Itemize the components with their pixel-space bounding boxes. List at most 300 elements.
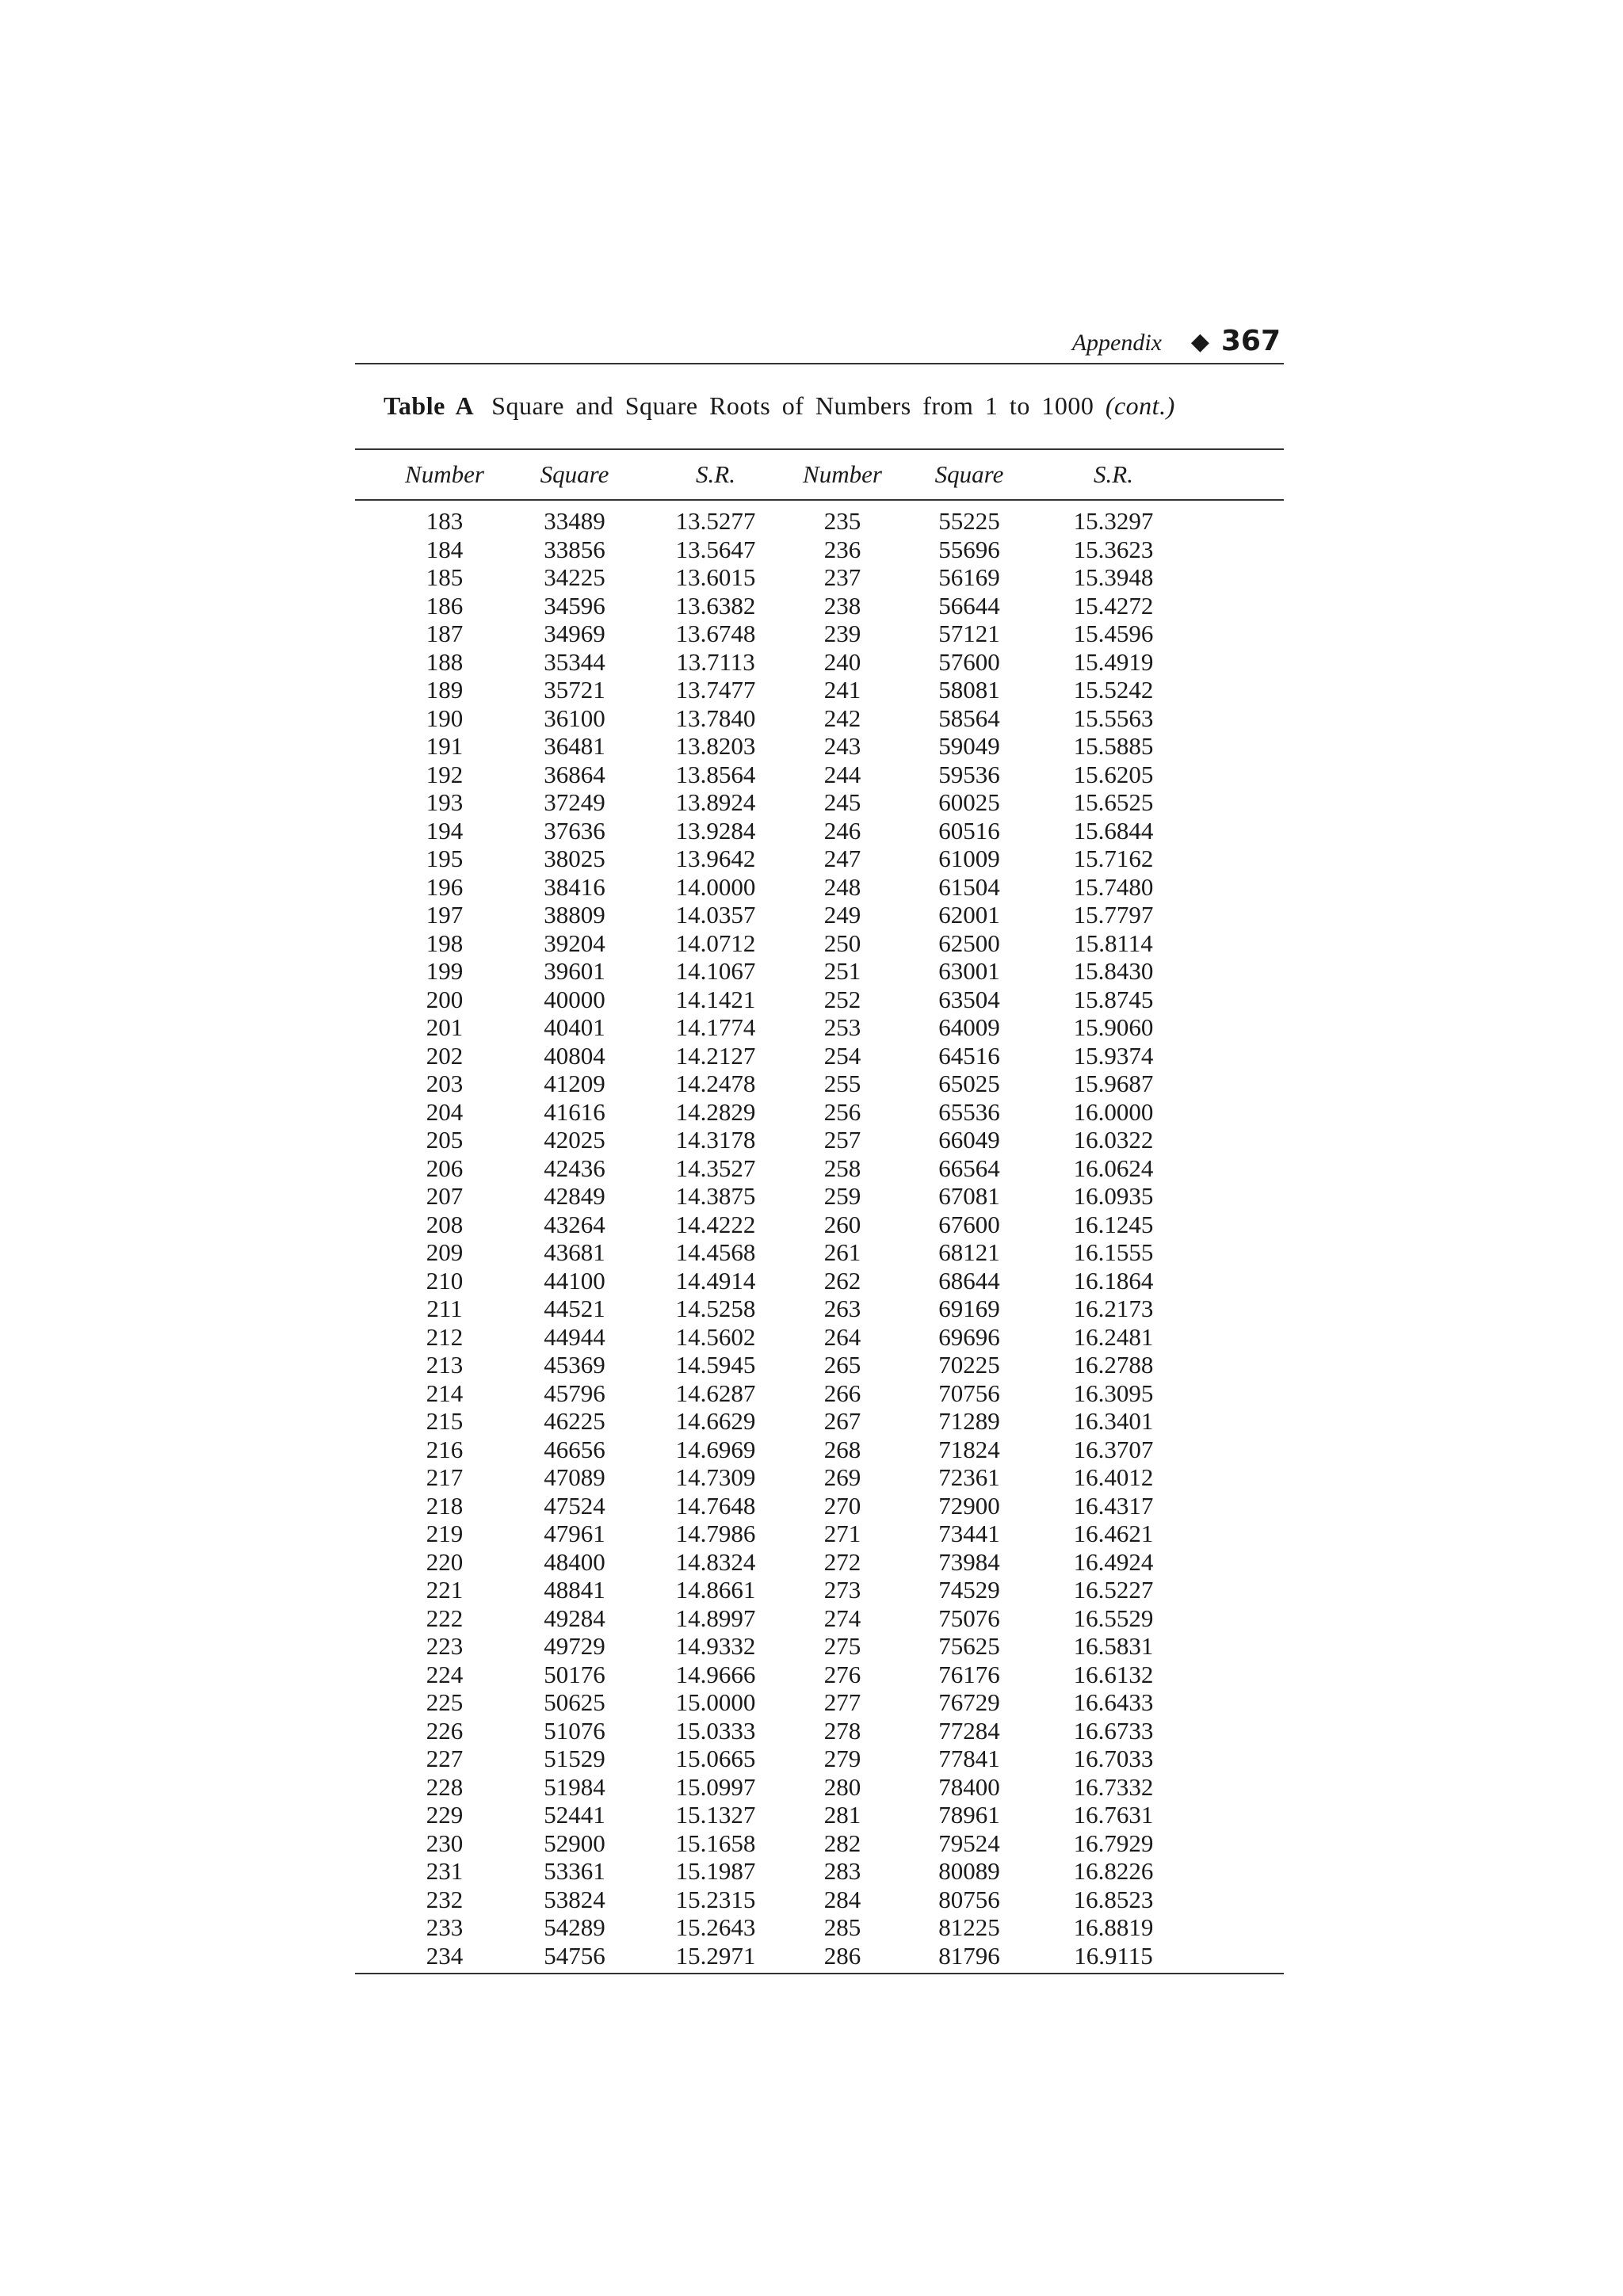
cell-number: 239 — [823, 620, 861, 647]
cell-number: 272 — [823, 1547, 861, 1576]
cell-sr: 14.6287 — [675, 1379, 756, 1407]
cell-sr: 14.3875 — [675, 1182, 756, 1210]
cell-square: 46225 — [544, 1407, 605, 1435]
cell-number: 200 — [426, 985, 464, 1013]
cell-square: 62500 — [938, 929, 1000, 957]
cell-sr: 15.8114 — [1074, 929, 1153, 957]
cell-number: 191 — [426, 732, 464, 760]
cell-square: 40804 — [544, 1041, 605, 1070]
cell-sr: 13.5647 — [675, 535, 756, 563]
cell-square: 50176 — [544, 1660, 605, 1688]
cell-sr: 16.4317 — [1073, 1491, 1154, 1520]
cell-square: 73441 — [938, 1520, 1000, 1547]
cell-sr: 16.8226 — [1073, 1857, 1154, 1885]
table-row — [355, 1182, 1284, 1211]
table-row — [355, 1604, 1284, 1633]
cell-square: 60516 — [938, 816, 1000, 845]
table-row — [355, 1886, 1284, 1914]
cell-number: 281 — [823, 1801, 861, 1829]
cell-square: 66564 — [938, 1154, 1000, 1182]
table-row — [355, 929, 1284, 958]
cell-number: 206 — [426, 1154, 464, 1182]
cell-sr: 15.2643 — [675, 1913, 756, 1941]
cell-number: 226 — [426, 1716, 464, 1745]
cell-number: 248 — [823, 872, 861, 901]
cell-number: 261 — [823, 1238, 861, 1266]
cell-number: 209 — [426, 1238, 464, 1266]
table-row — [355, 1857, 1284, 1886]
cell-square: 67600 — [938, 1210, 1000, 1238]
cell-sr: 14.6629 — [675, 1407, 756, 1435]
cell-number: 236 — [823, 535, 861, 563]
cell-number: 215 — [426, 1407, 464, 1435]
table-row — [355, 788, 1284, 817]
cell-number: 259 — [823, 1182, 861, 1210]
cell-sr: 13.8924 — [675, 788, 756, 816]
cell-square: 68121 — [938, 1238, 1000, 1266]
cell-number: 258 — [823, 1154, 861, 1182]
column-header-number: Number — [405, 460, 484, 488]
table-row — [355, 1013, 1284, 1042]
cell-square: 57121 — [938, 620, 1000, 647]
table-row — [355, 1126, 1284, 1154]
table-row — [355, 1407, 1284, 1436]
cell-square: 48400 — [544, 1547, 605, 1576]
cell-square: 58564 — [938, 704, 1000, 732]
cell-square: 75076 — [938, 1604, 1000, 1632]
cell-sr: 15.7797 — [1073, 901, 1154, 929]
cell-sr: 14.8324 — [675, 1547, 756, 1576]
diamond-icon: ◆ — [1190, 329, 1209, 355]
cell-number: 274 — [823, 1604, 861, 1632]
cell-square: 33856 — [544, 535, 605, 563]
cell-number: 284 — [823, 1885, 861, 1913]
table-row — [355, 1913, 1284, 1942]
cell-sr: 16.7929 — [1073, 1829, 1154, 1857]
cell-number: 197 — [426, 901, 464, 929]
cell-number: 238 — [823, 591, 861, 620]
cell-number: 185 — [426, 563, 464, 591]
table-row — [355, 620, 1284, 648]
cell-sr: 15.8745 — [1073, 985, 1154, 1013]
cell-number: 282 — [823, 1829, 861, 1857]
cell-number: 217 — [426, 1463, 464, 1491]
cell-square: 77841 — [938, 1745, 1000, 1772]
table-row — [355, 1238, 1284, 1267]
cell-number: 202 — [426, 1041, 464, 1070]
cell-square: 42849 — [544, 1182, 605, 1210]
cell-number: 208 — [426, 1210, 464, 1238]
running-head — [355, 317, 1284, 363]
cell-number: 264 — [823, 1322, 861, 1351]
cell-square: 39601 — [544, 957, 605, 985]
cell-number: 207 — [426, 1182, 464, 1210]
cell-square: 38416 — [544, 872, 605, 901]
cell-sr: 15.7480 — [1073, 872, 1154, 901]
cell-sr: 16.1555 — [1073, 1238, 1154, 1266]
cell-number: 219 — [426, 1520, 464, 1547]
cell-sr: 16.3095 — [1073, 1379, 1154, 1407]
table-label: Table A — [384, 391, 475, 420]
cell-sr: 15.2315 — [675, 1885, 756, 1913]
cell-sr: 15.4272 — [1073, 591, 1154, 620]
cell-sr: 16.0624 — [1073, 1154, 1154, 1182]
cell-number: 213 — [426, 1351, 464, 1379]
cell-sr: 13.8203 — [675, 732, 756, 760]
cell-square: 68644 — [938, 1266, 1000, 1295]
cell-number: 231 — [426, 1857, 464, 1885]
cell-sr: 16.3401 — [1073, 1407, 1154, 1435]
cell-number: 192 — [426, 760, 464, 788]
cell-number: 193 — [426, 788, 464, 816]
cell-square: 47524 — [544, 1491, 605, 1520]
cell-square: 53361 — [544, 1857, 605, 1885]
table-row — [355, 1661, 1284, 1689]
cell-number: 190 — [426, 704, 464, 732]
cell-sr: 13.6015 — [675, 563, 756, 591]
cell-number: 196 — [426, 872, 464, 901]
cell-number: 223 — [426, 1632, 464, 1660]
table-row — [355, 1267, 1284, 1295]
cell-sr: 16.8523 — [1073, 1885, 1154, 1913]
cell-sr: 14.2829 — [675, 1097, 756, 1126]
table-row — [355, 1688, 1284, 1717]
cell-number: 268 — [823, 1435, 861, 1463]
cell-number: 195 — [426, 845, 464, 872]
cell-square: 63001 — [938, 957, 1000, 985]
cell-sr: 16.7332 — [1073, 1772, 1154, 1801]
cell-square: 36100 — [544, 704, 605, 732]
cell-square: 76176 — [938, 1660, 1000, 1688]
table-row — [355, 1463, 1284, 1492]
cell-sr: 16.4924 — [1073, 1547, 1154, 1576]
table-row — [355, 1098, 1284, 1127]
cell-number: 271 — [823, 1520, 861, 1547]
cell-number: 183 — [426, 507, 464, 535]
cell-sr: 15.0000 — [675, 1688, 756, 1716]
cell-sr: 15.1327 — [675, 1801, 756, 1829]
cell-square: 70756 — [938, 1379, 1000, 1407]
cell-sr: 15.0333 — [675, 1716, 756, 1745]
cell-number: 280 — [823, 1772, 861, 1801]
table-row — [355, 986, 1284, 1014]
cell-sr: 13.8564 — [675, 760, 756, 788]
cell-number: 216 — [426, 1435, 464, 1463]
table-row — [355, 1548, 1284, 1577]
cell-number: 277 — [823, 1688, 861, 1716]
cell-square: 64009 — [938, 1013, 1000, 1041]
cell-number: 201 — [426, 1013, 464, 1041]
cell-number: 218 — [426, 1491, 464, 1520]
cell-sr: 14.3178 — [675, 1126, 756, 1154]
cell-sr: 15.9374 — [1073, 1041, 1154, 1070]
column-header-sr: S.R. — [696, 460, 735, 488]
cell-sr: 16.0000 — [1073, 1097, 1154, 1126]
cell-number: 249 — [823, 901, 861, 929]
table-row — [355, 957, 1284, 986]
cell-number: 283 — [823, 1857, 861, 1885]
table-row — [355, 676, 1284, 704]
cell-number: 198 — [426, 929, 464, 957]
cell-square: 79524 — [938, 1829, 1000, 1857]
cell-square: 46656 — [544, 1435, 605, 1463]
cell-number: 255 — [823, 1070, 861, 1097]
cell-square: 69696 — [938, 1322, 1000, 1351]
cell-sr: 16.6433 — [1073, 1688, 1154, 1716]
cell-sr: 15.3948 — [1073, 563, 1154, 591]
cell-sr: 15.3623 — [1073, 535, 1154, 563]
table-row — [355, 1520, 1284, 1548]
cell-number: 189 — [426, 676, 464, 704]
cell-sr: 16.3707 — [1073, 1435, 1154, 1463]
cell-square: 56644 — [938, 591, 1000, 620]
table-row — [355, 845, 1284, 873]
cell-number: 267 — [823, 1407, 861, 1435]
cell-number: 234 — [426, 1941, 464, 1970]
cell-sr: 16.7631 — [1073, 1801, 1154, 1829]
cell-number: 263 — [823, 1295, 861, 1322]
cell-square: 44521 — [544, 1295, 605, 1322]
cell-square: 71289 — [938, 1407, 1000, 1435]
cell-number: 270 — [823, 1491, 861, 1520]
cell-number: 224 — [426, 1660, 464, 1688]
cell-number: 269 — [823, 1463, 861, 1491]
cell-sr: 13.9284 — [675, 816, 756, 845]
column-header-square: Square — [934, 460, 1004, 488]
table-row — [355, 1323, 1284, 1352]
cell-square: 45369 — [544, 1351, 605, 1379]
cell-square: 55225 — [938, 507, 1000, 535]
cell-square: 54289 — [544, 1913, 605, 1941]
cell-square: 44100 — [544, 1266, 605, 1295]
cell-sr: 14.5945 — [675, 1351, 756, 1379]
cell-number: 254 — [823, 1041, 861, 1070]
cell-sr: 14.9666 — [675, 1660, 756, 1688]
table-row — [355, 1773, 1284, 1802]
cell-square: 35721 — [544, 676, 605, 704]
table-row — [355, 1154, 1284, 1183]
cell-square: 47089 — [544, 1463, 605, 1491]
table-header — [355, 450, 1284, 499]
cell-sr: 15.6525 — [1073, 788, 1154, 816]
cell-sr: 16.0322 — [1073, 1126, 1154, 1154]
cell-number: 252 — [823, 985, 861, 1013]
cell-square: 34596 — [544, 591, 605, 620]
cell-square: 59536 — [938, 760, 1000, 788]
cell-number: 244 — [823, 760, 861, 788]
cell-number: 256 — [823, 1097, 861, 1126]
cell-sr: 14.4568 — [675, 1238, 756, 1266]
cell-sr: 15.6205 — [1073, 760, 1154, 788]
cell-sr: 16.0935 — [1073, 1182, 1154, 1210]
cell-square: 64516 — [938, 1041, 1000, 1070]
cell-sr: 14.4914 — [675, 1266, 756, 1295]
cell-square: 48841 — [544, 1576, 605, 1604]
cell-square: 52900 — [544, 1829, 605, 1857]
cell-number: 235 — [823, 507, 861, 535]
table-row — [355, 1070, 1284, 1098]
cell-sr: 16.8819 — [1073, 1913, 1154, 1941]
cell-square: 70225 — [938, 1351, 1000, 1379]
cell-sr: 14.3527 — [675, 1154, 756, 1182]
cell-square: 37636 — [544, 816, 605, 845]
cell-number: 246 — [823, 816, 861, 845]
table-row — [355, 873, 1284, 902]
cell-sr: 15.5885 — [1073, 732, 1154, 760]
cell-number: 221 — [426, 1576, 464, 1604]
cell-number: 205 — [426, 1126, 464, 1154]
cell-square: 37249 — [544, 788, 605, 816]
cell-sr: 14.0712 — [675, 929, 756, 957]
column-header-sr: S.R. — [1094, 460, 1133, 488]
cell-square: 66049 — [938, 1126, 1000, 1154]
cell-sr: 15.0997 — [675, 1772, 756, 1801]
cell-sr: 15.6844 — [1073, 816, 1154, 845]
cell-square: 80756 — [938, 1885, 1000, 1913]
cell-number: 229 — [426, 1801, 464, 1829]
cell-number: 242 — [823, 704, 861, 732]
table-row — [355, 592, 1284, 620]
table-row — [355, 648, 1284, 677]
cell-number: 220 — [426, 1547, 464, 1576]
cell-sr: 16.5529 — [1073, 1604, 1154, 1632]
cell-square: 34225 — [544, 563, 605, 591]
cell-number: 230 — [426, 1829, 464, 1857]
cell-square: 53824 — [544, 1885, 605, 1913]
table-title: Square and Square Roots of Numbers from 1 to 1000 — [491, 391, 1094, 420]
cell-sr: 14.1421 — [675, 985, 756, 1013]
cell-number: 211 — [426, 1295, 463, 1322]
cell-number: 240 — [823, 647, 861, 676]
cell-number: 279 — [823, 1745, 861, 1772]
cell-sr: 15.0665 — [675, 1745, 756, 1772]
cell-square: 81796 — [938, 1941, 1000, 1970]
cell-square: 78400 — [938, 1772, 1000, 1801]
cell-square: 36864 — [544, 760, 605, 788]
cell-number: 251 — [823, 957, 861, 985]
cell-sr: 13.6382 — [675, 591, 756, 620]
table-row — [355, 1436, 1284, 1464]
cell-number: 273 — [823, 1576, 861, 1604]
cell-square: 77284 — [938, 1716, 1000, 1745]
cell-sr: 16.2788 — [1073, 1351, 1154, 1379]
cell-number: 253 — [823, 1013, 861, 1041]
section-title: Appendix — [1071, 330, 1162, 356]
cell-sr: 16.1864 — [1073, 1266, 1154, 1295]
cell-square: 73984 — [938, 1547, 1000, 1576]
cell-sr: 16.6132 — [1073, 1660, 1154, 1688]
table-row — [355, 1801, 1284, 1829]
cell-square: 75625 — [938, 1632, 1000, 1660]
cell-square: 47961 — [544, 1520, 605, 1547]
table-row — [355, 1492, 1284, 1520]
cell-number: 227 — [426, 1745, 464, 1772]
cell-sr: 14.8997 — [675, 1604, 756, 1632]
table-row — [355, 563, 1284, 592]
cell-sr: 16.6733 — [1073, 1716, 1154, 1745]
cell-square: 43264 — [544, 1210, 605, 1238]
column-header-square: Square — [540, 460, 609, 488]
cell-sr: 13.7477 — [675, 676, 756, 704]
cell-square: 81225 — [938, 1913, 1000, 1941]
cell-sr: 15.8430 — [1073, 957, 1154, 985]
cell-sr: 16.7033 — [1073, 1745, 1154, 1772]
cell-sr: 16.2173 — [1073, 1295, 1154, 1322]
table-row — [355, 732, 1284, 761]
cell-square: 54756 — [544, 1941, 605, 1970]
cell-sr: 16.9115 — [1074, 1941, 1153, 1970]
cell-sr: 15.2971 — [675, 1941, 756, 1970]
table-cont: (cont.) — [1105, 391, 1175, 420]
cell-square: 41616 — [544, 1097, 605, 1126]
cell-square: 78961 — [938, 1801, 1000, 1829]
table-row — [355, 817, 1284, 845]
table-body — [355, 501, 1284, 1973]
cell-sr: 14.7309 — [675, 1463, 756, 1491]
cell-number: 194 — [426, 816, 464, 845]
cell-sr: 16.2481 — [1073, 1322, 1154, 1351]
table-row — [355, 1042, 1284, 1070]
cell-sr: 14.4222 — [675, 1210, 756, 1238]
cell-square: 38025 — [544, 845, 605, 872]
cell-square: 58081 — [938, 676, 1000, 704]
cell-number: 241 — [823, 676, 861, 704]
cell-square: 36481 — [544, 732, 605, 760]
cell-square: 35344 — [544, 647, 605, 676]
cell-number: 276 — [823, 1660, 861, 1688]
cell-number: 260 — [823, 1210, 861, 1238]
cell-sr: 14.8661 — [675, 1576, 756, 1604]
cell-number: 232 — [426, 1885, 464, 1913]
cell-square: 33489 — [544, 507, 605, 535]
cell-sr: 14.7986 — [675, 1520, 756, 1547]
table-row — [355, 1379, 1284, 1408]
cell-square: 59049 — [938, 732, 1000, 760]
cell-sr: 13.5277 — [675, 507, 756, 535]
cell-sr: 15.5242 — [1073, 676, 1154, 704]
table-caption — [355, 364, 1284, 441]
cell-square: 44944 — [544, 1322, 605, 1351]
table-row — [355, 507, 1284, 536]
cell-square: 69169 — [938, 1295, 1000, 1322]
cell-square: 63504 — [938, 985, 1000, 1013]
cell-number: 210 — [426, 1266, 464, 1295]
cell-number: 250 — [823, 929, 861, 957]
cell-sr: 16.5227 — [1073, 1576, 1154, 1604]
cell-sr: 15.9687 — [1073, 1070, 1154, 1097]
cell-sr: 13.7113 — [676, 647, 755, 676]
cell-sr: 13.7840 — [675, 704, 756, 732]
cell-number: 265 — [823, 1351, 861, 1379]
cell-square: 71824 — [938, 1435, 1000, 1463]
cell-sr: 15.5563 — [1073, 704, 1154, 732]
cell-number: 228 — [426, 1772, 464, 1801]
cell-sr: 15.1987 — [675, 1857, 756, 1885]
cell-sr: 15.4596 — [1073, 620, 1154, 647]
cell-number: 212 — [426, 1322, 464, 1351]
cell-sr: 14.6969 — [675, 1435, 756, 1463]
cell-square: 52441 — [544, 1801, 605, 1829]
cell-square: 72900 — [938, 1491, 1000, 1520]
cell-square: 56169 — [938, 563, 1000, 591]
cell-number: 262 — [823, 1266, 861, 1295]
table-row — [355, 1717, 1284, 1745]
cell-sr: 16.4012 — [1073, 1463, 1154, 1491]
cell-number: 233 — [426, 1913, 464, 1941]
cell-sr: 14.0357 — [675, 901, 756, 929]
cell-number: 247 — [823, 845, 861, 872]
cell-sr: 14.5602 — [675, 1322, 756, 1351]
